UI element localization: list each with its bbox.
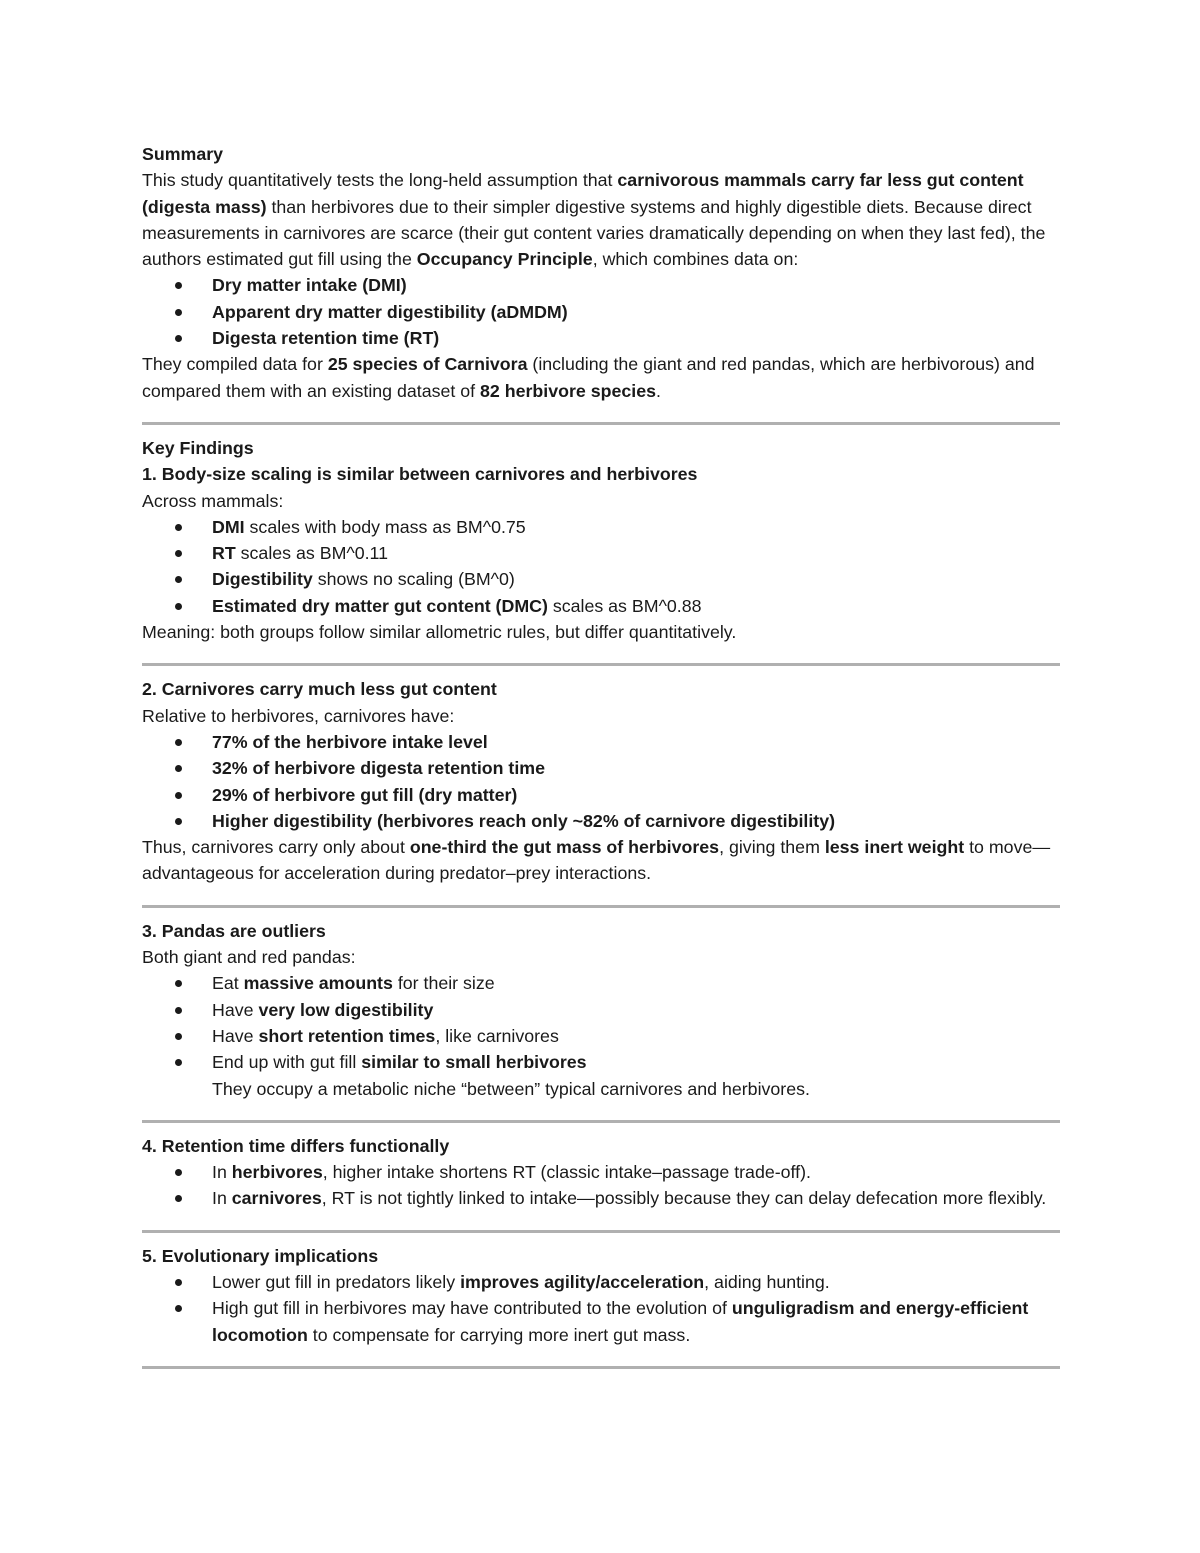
key-findings-heading: Key Findings xyxy=(142,437,254,458)
finding-5-list xyxy=(142,1269,1060,1348)
finding-3-list xyxy=(142,970,1060,1075)
list-item: In carnivores, RT is not tightly linked to intake—possibly because they can delay defecation more flexibly. xyxy=(142,1185,1060,1211)
list-item: Digestibility shows no scaling (BM^0) xyxy=(142,566,1060,592)
list-item: DMI scales with body mass as BM^0.75 xyxy=(142,514,1060,540)
finding-1-title: 1. Body-size scaling is similar between carnivores and herbivores xyxy=(142,464,698,485)
list-item: 29% of herbivore gut fill (dry matter) xyxy=(142,782,1060,808)
section-divider xyxy=(142,1120,1060,1123)
summary-paragraph: This study quantitatively tests the long-held assumption that carnivorous mammals carry far less gut content (digesta mass) than herbivores due to their simpler digestive systems and highly digestible diets. Because direct measurements in carnivores are scarce (their gut content varies dramatically depending on when they last fed), the authors estimated gut fill using the Occupancy Principle, which combines data on: xyxy=(142,170,1046,270)
section-divider xyxy=(142,1366,1060,1369)
finding-4-title: 4. Retention time differs functionally xyxy=(142,1135,450,1156)
finding-3-title: 3. Pandas are outliers xyxy=(142,920,326,941)
list-item: Eat massive amounts for their size xyxy=(142,970,1060,996)
document-page xyxy=(142,141,1060,1379)
finding-4-list xyxy=(142,1159,1060,1212)
finding-3-note: They occupy a metabolic niche “between” typical carnivores and herbivores. xyxy=(212,1078,810,1099)
list-item: RT scales as BM^0.11 xyxy=(142,540,1060,566)
finding-1-outro: Meaning: both groups follow similar allometric rules, but differ quantitatively. xyxy=(142,622,737,643)
list-item: Higher digestibility (herbivores reach only ~82% of carnivore digestibility) xyxy=(142,808,1060,834)
list-item: 32% of herbivore digesta retention time xyxy=(142,755,1060,781)
finding-2-intro: Relative to herbivores, carnivores have: xyxy=(142,705,455,726)
section-divider xyxy=(142,905,1060,908)
list-item: End up with gut fill similar to small herbivores xyxy=(142,1049,1060,1075)
list-item: 77% of the herbivore intake level xyxy=(142,729,1060,755)
list-item: Estimated dry matter gut content (DMC) scales as BM^0.88 xyxy=(142,593,1060,619)
list-item: In herbivores, higher intake shortens RT (classic intake–passage trade-off). xyxy=(142,1159,1060,1185)
finding-1-list xyxy=(142,514,1060,619)
finding-5-title: 5. Evolutionary implications xyxy=(142,1245,379,1266)
section-divider xyxy=(142,422,1060,425)
list-item: Digesta retention time (RT) xyxy=(142,325,1060,351)
list-item: Dry matter intake (DMI) xyxy=(142,272,1060,298)
list-item: Lower gut fill in predators likely improves agility/acceleration, aiding hunting. xyxy=(142,1269,1060,1295)
list-item: High gut fill in herbivores may have contributed to the evolution of unguligradism and energy-efficient locomotion to compensate for carrying more inert gut mass. xyxy=(142,1295,1060,1348)
list-item: Have very low digestibility xyxy=(142,997,1060,1023)
list-item: Apparent dry matter digestibility (aDMDM) xyxy=(142,299,1060,325)
finding-2-outro: Thus, carnivores carry only about one-third the gut mass of herbivores, giving them less inert weight to move—advantageous for acceleration during predator–prey interactions. xyxy=(142,837,1051,884)
finding-1-intro: Across mammals: xyxy=(142,490,284,511)
summary-heading: Summary xyxy=(142,144,224,164)
list-item: Have short retention times, like carnivores xyxy=(142,1023,1060,1049)
finding-2-title: 2. Carnivores carry much less gut content xyxy=(142,679,497,700)
finding-3-intro: Both giant and red pandas: xyxy=(142,947,356,968)
section-divider xyxy=(142,663,1060,666)
finding-2-list xyxy=(142,729,1060,834)
summary-list xyxy=(142,272,1060,351)
summary-dataset-paragraph: They compiled data for 25 species of Carnivora (including the giant and red pandas, which are herbivorous) and compared them with an existing dataset of 82 herbivore species. xyxy=(142,354,1035,401)
section-divider xyxy=(142,1230,1060,1233)
